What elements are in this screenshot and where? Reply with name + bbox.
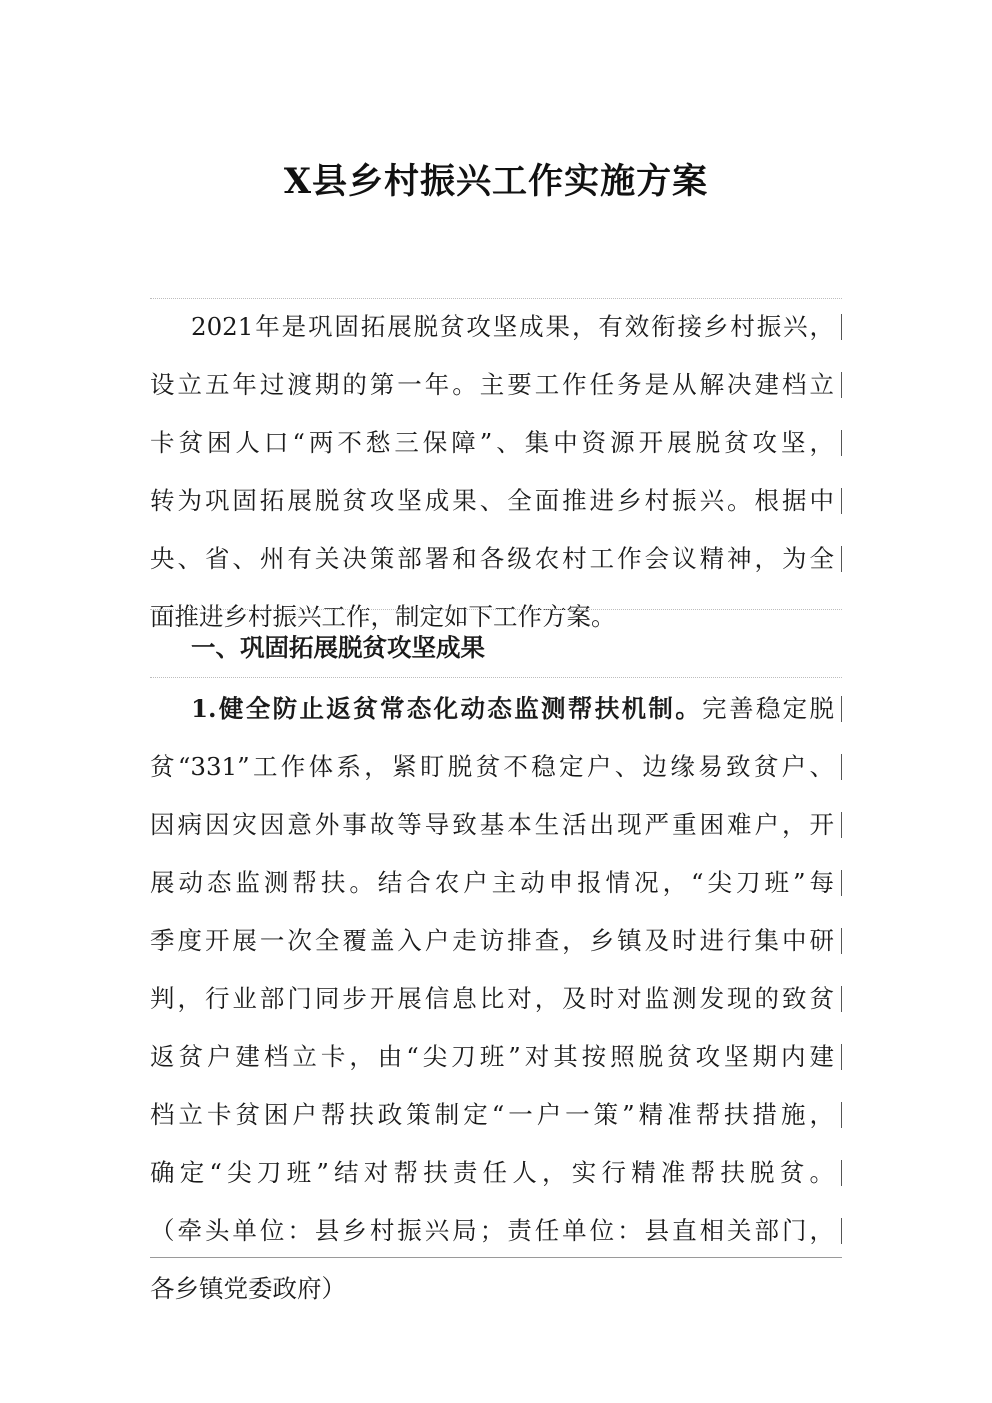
intro-line: 2021年是巩固拓展脱贫攻坚成果，有效衔接乡村振兴，	[150, 298, 842, 356]
paragraph-bottom-rule	[150, 1257, 842, 1258]
text-edge-marker	[841, 372, 842, 398]
text-edge-marker	[841, 488, 842, 514]
section-heading: 一、巩固拓展脱贫攻坚成果	[191, 633, 485, 662]
text-edge-marker	[841, 812, 842, 838]
text-edge-marker	[841, 870, 842, 896]
intro-line: 设立五年过渡期的第一年。主要工作任务是从解决建档立	[150, 356, 842, 414]
paragraph-bottom-rule	[150, 677, 842, 678]
text-edge-marker	[841, 314, 842, 340]
text-edge-marker	[841, 696, 842, 722]
text-edge-marker	[841, 546, 842, 572]
item-1-paragraph	[150, 680, 842, 1303]
item-line: 确定“尖刀班”结对帮扶责任人，实行精准帮扶脱贫。	[150, 1144, 842, 1202]
text-edge-marker	[841, 1044, 842, 1070]
text-edge-marker	[841, 1160, 842, 1186]
intro-line: 转为巩固拓展脱贫攻坚成果、全面推进乡村振兴。根据中	[150, 472, 842, 530]
item-line: 1.健全防止返贫常态化动态监测帮扶机制。完善稳定脱	[150, 680, 842, 738]
item-line: 返贫户建档立卡，由“尖刀班”对其按照脱贫攻坚期内建	[150, 1028, 842, 1086]
document-title: X县乡村振兴工作实施方案	[283, 161, 709, 202]
intro-line: 央、省、州有关决策部署和各级农村工作会议精神，为全	[150, 530, 842, 588]
text-edge-marker	[841, 928, 842, 954]
intro-paragraph	[150, 298, 842, 631]
item-line: （牵头单位：县乡村振兴局；责任单位：县直相关部门，	[150, 1202, 842, 1260]
section-heading-block	[150, 618, 842, 678]
text-edge-marker	[841, 430, 842, 456]
item-line: 各乡镇党委政府）	[150, 1274, 346, 1303]
text-edge-marker	[841, 1218, 842, 1244]
paragraph-bottom-rule	[150, 609, 842, 610]
item-line: 贫“331”工作体系，紧盯脱贫不稳定户、边缘易致贫户、	[150, 738, 842, 796]
intro-line: 面推进乡村振兴工作，制定如下工作方案。	[150, 602, 616, 631]
item-line: 判，行业部门同步开展信息比对，及时对监测发现的致贫	[150, 970, 842, 1028]
item-line: 展动态监测帮扶。结合农户主动申报情况，“尖刀班”每	[150, 854, 842, 912]
text-edge-marker	[841, 1102, 842, 1128]
text-edge-marker	[841, 754, 842, 780]
text-edge-marker	[841, 986, 842, 1012]
item-line: 因病因灾因意外事故等导致基本生活出现严重困难户，开	[150, 796, 842, 854]
item-line: 季度开展一次全覆盖入户走访排查，乡镇及时进行集中研	[150, 912, 842, 970]
intro-line: 卡贫困人口“两不愁三保障”、集中资源开展脱贫攻坚，	[150, 414, 842, 472]
item-line: 档立卡贫困户帮扶政策制定“一户一策”精准帮扶措施，	[150, 1086, 842, 1144]
item-lead: 1.健全防止返贫常态化动态监测帮扶机制。	[191, 694, 703, 723]
